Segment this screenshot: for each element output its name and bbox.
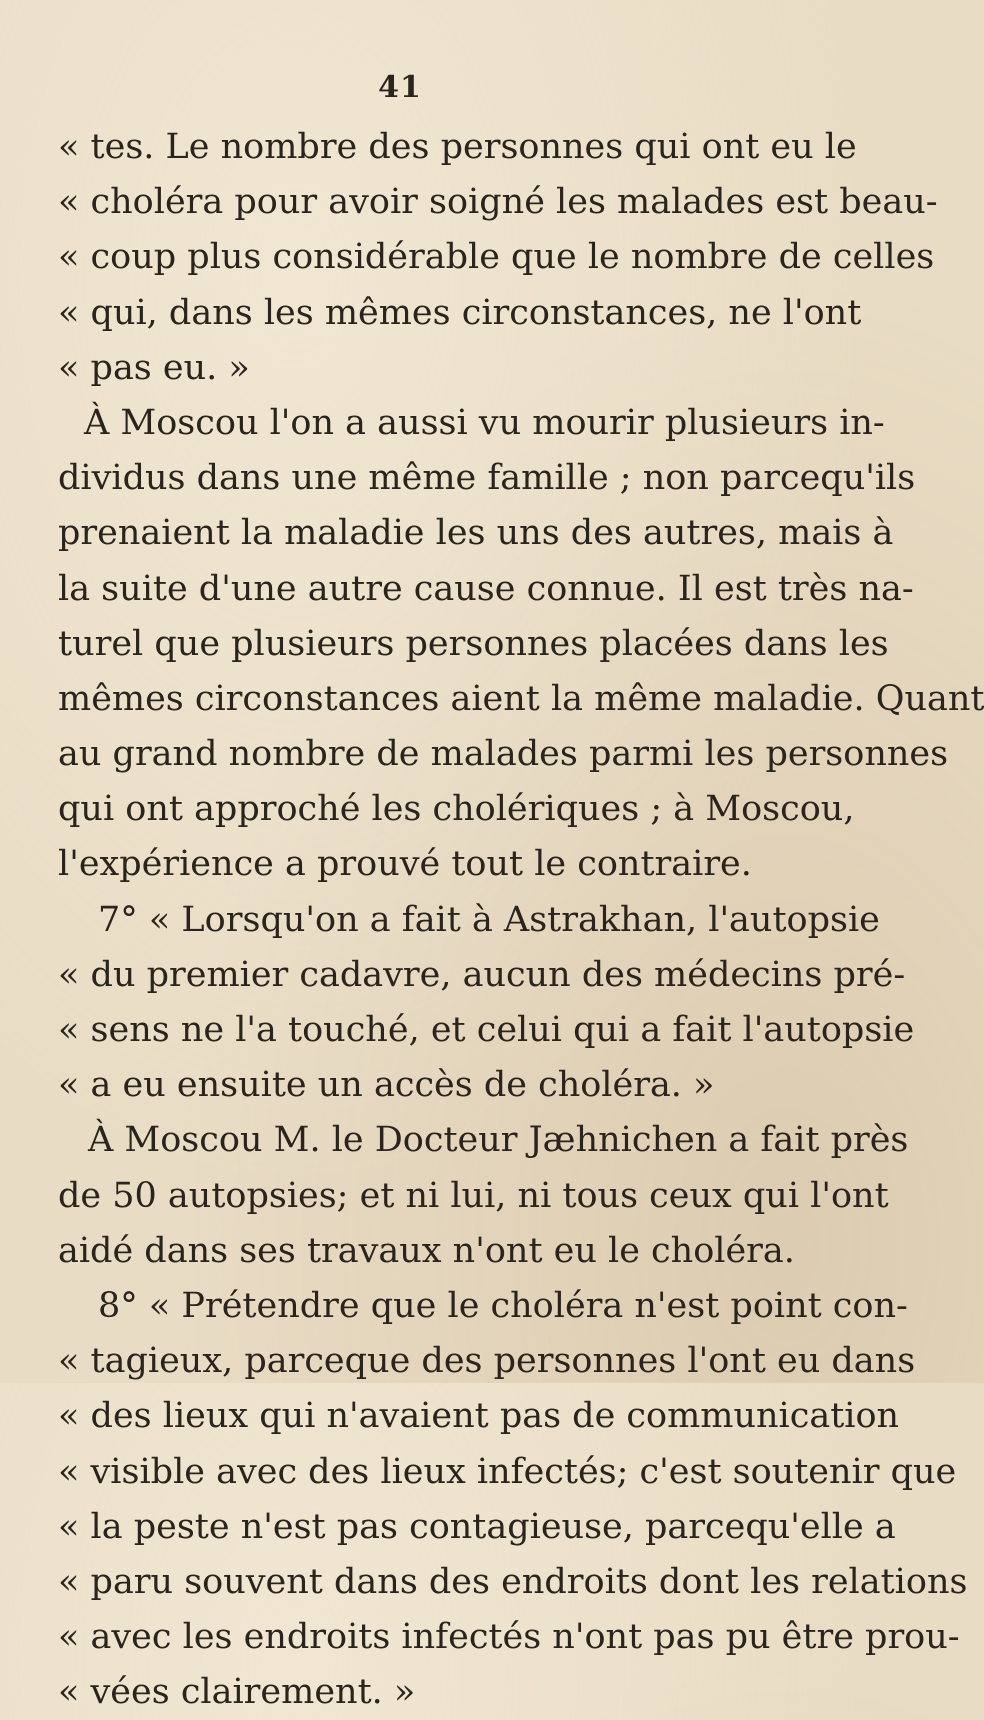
text-line: au grand nombre de malades parmi les personnes bbox=[58, 734, 949, 775]
text-line: turel que plusieurs personnes placées dans les bbox=[58, 623, 889, 664]
text-line: « vées clairement. » bbox=[58, 1672, 416, 1713]
paragraph-start-line: À Moscou l'on a aussi vu mourir plusieurs in- bbox=[84, 402, 885, 443]
text-line: « du premier cadavre, aucun des médecins pré- bbox=[58, 954, 906, 995]
paragraph-start-line: 8° « Prétendre que le choléra n'est point con- bbox=[98, 1285, 908, 1326]
text-line: « la peste n'est pas contagieuse, parcequ'elle a bbox=[58, 1506, 896, 1547]
text-line: « avec les endroits infectés n'ont pas pu être prou- bbox=[58, 1617, 960, 1658]
text-line: « qui, dans les mêmes circonstances, ne l'ont bbox=[58, 292, 862, 333]
body-text bbox=[58, 120, 984, 1720]
text-line: « paru souvent dans des endroits dont les relations bbox=[58, 1561, 968, 1602]
text-line: « a eu ensuite un accès de choléra. » bbox=[58, 1065, 715, 1106]
text-line: aidé dans ses travaux n'ont eu le choléra. bbox=[58, 1230, 795, 1271]
text-line: la suite d'une autre cause connue. Il est très na- bbox=[58, 568, 914, 609]
text-line: « sens ne l'a touché, et celui qui a fait l'autopsie bbox=[58, 1010, 915, 1050]
text-line: « pas eu. » bbox=[58, 347, 250, 388]
text-line: « tes. Le nombre des personnes qui ont eu le bbox=[58, 127, 857, 167]
text-line: « tagieux, parceque des personnes l'ont eu dans bbox=[58, 1341, 916, 1382]
text-line: mêmes circonstances aient la même maladie. Quant bbox=[58, 678, 984, 719]
text-line: « des lieux qui n'avaient pas de communication bbox=[58, 1396, 900, 1437]
paragraph-start-line: À Moscou M. le Docteur Jæhnichen a fait près bbox=[88, 1120, 909, 1161]
text-line: prenaient la maladie les uns des autres, mais à bbox=[58, 513, 894, 554]
page-number: 41 bbox=[378, 70, 422, 105]
text-line: qui ont approché les cholériques ; à Moscou, bbox=[58, 789, 855, 830]
text-line: de 50 autopsies; et ni lui, ni tous ceux qui l'ont bbox=[58, 1175, 889, 1216]
text-line: « choléra pour avoir soigné les malades est beau- bbox=[58, 182, 938, 223]
text-line: l'expérience a prouvé tout le contraire. bbox=[58, 844, 752, 885]
paragraph-start-line: 7° « Lorsqu'on a fait à Astrakhan, l'autopsie bbox=[98, 899, 880, 940]
text-line: « visible avec des lieux infectés; c'est soutenir que bbox=[58, 1451, 957, 1492]
text-line: dividus dans une même famille ; non parcequ'ils bbox=[58, 458, 916, 499]
text-line: « coup plus considérable que le nombre de celles bbox=[58, 237, 935, 278]
